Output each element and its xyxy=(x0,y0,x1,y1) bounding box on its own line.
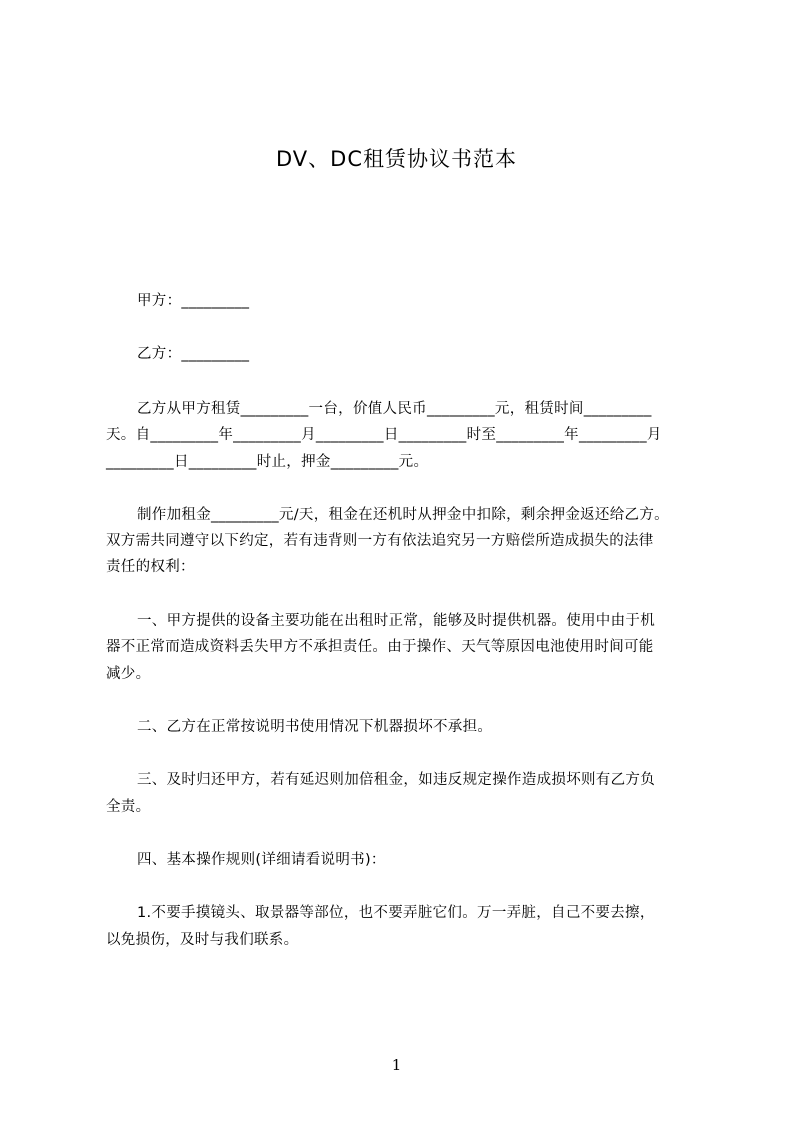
rent-paragraph-line-3: _________日_________时止，押金_________元。 xyxy=(106,454,429,470)
fee-paragraph-line-2: 双方需共同遵守以下约定，若有违背则一方有依法追究另一方赔偿所造成损失的法律 xyxy=(106,533,654,549)
page-number: 1 xyxy=(391,1056,402,1074)
fee-paragraph-line-1: 制作加租金_________元/天，租金在还机时从押金中扣除，剩余押金返还给乙方。 xyxy=(137,507,669,523)
clause-3-line-1: 三、及时归还甲方，若有延迟则加倍租金，如违反规定操作造成损坏则有乙方负 xyxy=(137,772,655,788)
fee-paragraph-line-3: 责任的权利： xyxy=(106,559,195,575)
clause-1-line-1: 一、甲方提供的设备主要功能在出租时正常，能够及时提供机器。使用中由于机 xyxy=(137,613,655,629)
clause-1-line-2: 器不正常而造成资料丢失甲方不承担责任。由于操作、天气等原因电池使用时间可能 xyxy=(106,639,654,655)
rule-1-line-1: 1.不要手摸镜头、取景器等部位，也不要弄脏它们。万一弄脏，自己不要去擦， xyxy=(137,905,655,921)
rule-1-line-2: 以免损伤，及时与我们联系。 xyxy=(106,932,299,948)
clause-4-line: 四、基本操作规则(详细请看说明书)： xyxy=(137,852,386,868)
clause-2-line: 二、乙方在正常按说明书使用情况下机器损坏不承担。 xyxy=(137,719,493,735)
document-title: DV、DC租赁协议书范本 xyxy=(276,147,517,171)
party-a-line: 甲方：_________ xyxy=(137,293,250,309)
party-b-line: 乙方：_________ xyxy=(137,346,250,362)
clause-1-line-3: 减少。 xyxy=(106,666,151,682)
rent-paragraph-line-2: 天。自_________年_________月_________日_________时至_________年_________月 xyxy=(106,427,662,443)
rent-paragraph-line-1: 乙方从甲方租赁_________一台，价值人民币_________元，租赁时间_________ xyxy=(137,401,652,417)
clause-3-line-2: 全责。 xyxy=(106,799,151,815)
